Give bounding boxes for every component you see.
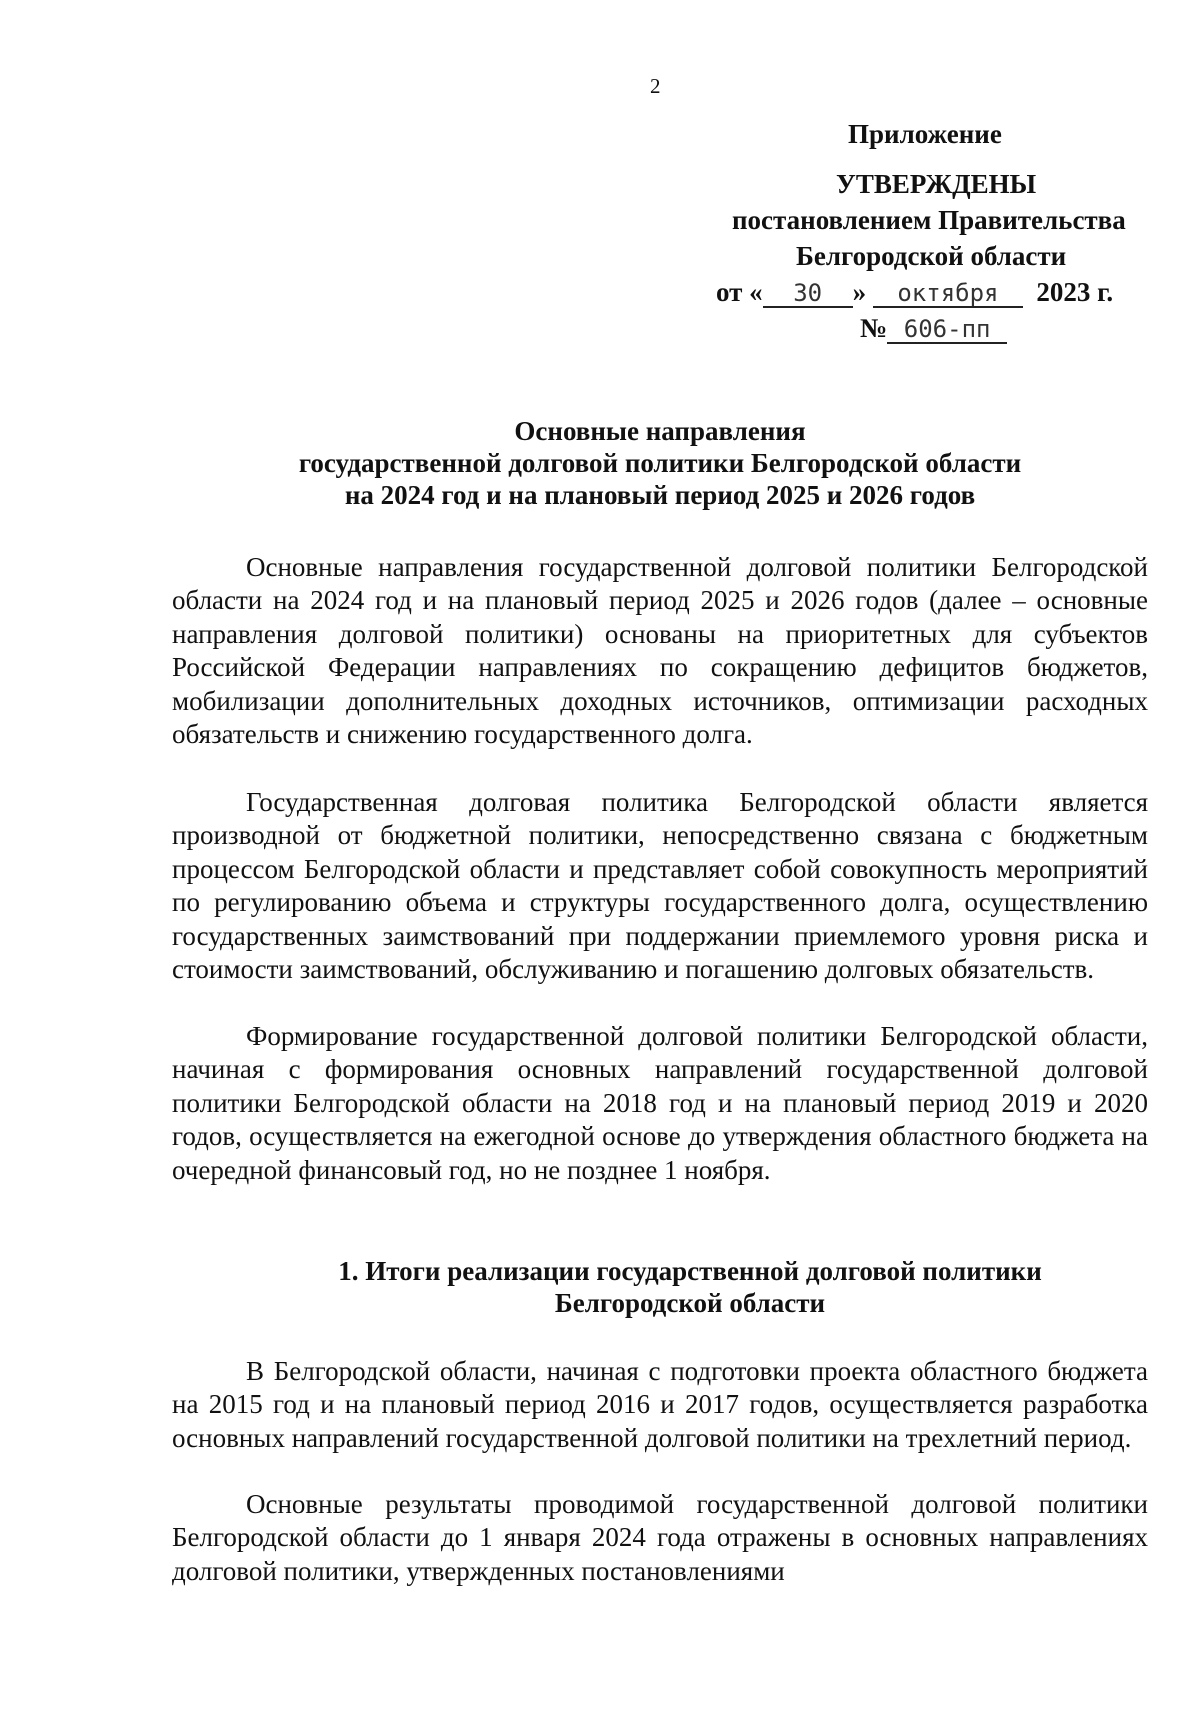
title-line-1: Основные направления bbox=[514, 416, 806, 446]
resolution-number: 606-пп bbox=[887, 316, 1007, 344]
resolution-label: постановлением Правительства bbox=[732, 205, 1126, 235]
paragraph-3: Формирование государственной долговой политики Белгородской области, начиная с формирования основных направлений государственной долговой политики Белгородской области на 2018 год и на плановый период 2019 и 2020 годов, осуществляется на ежегодной основе до утверждения областного бюджета на очередной финансовый год, но не позднее 1 ноября. bbox=[172, 1021, 1148, 1185]
page-number: 2 bbox=[650, 74, 661, 98]
section-1-heading-line-2: Белгородской области bbox=[554, 1288, 826, 1318]
title-line-2: государственной долговой политики Белгородской области bbox=[298, 448, 1022, 478]
date-day: 30 bbox=[763, 280, 853, 308]
number-line bbox=[860, 310, 1007, 346]
date-line bbox=[716, 274, 1113, 310]
date-year: 2023 г. bbox=[1036, 277, 1114, 307]
date-prefix: от « bbox=[716, 277, 763, 307]
region-label: Белгородской области bbox=[796, 241, 1067, 271]
document-title bbox=[170, 415, 1150, 511]
section-1-paragraph-1: В Белгородской области, начиная с подготовки проекта областного бюджета на 2015 год и на плановый период 2016 и 2017 годов, осуществляется разработка основных направлений государственной долговой политики на трехлетний период. bbox=[172, 1356, 1148, 1453]
paragraph-2: Государственная долговая политика Белгородской области является производной от бюджетной политики, непосредственно связана с бюджетным процессом Белгородской области и представляет собой совокупность мероприятий по регулированию объема и структуры государственного долга, осуществлению государственных заимствований при поддержании приемлемого уровня риска и стоимости заимствований, обслуживанию и погашению долговых обязательств. bbox=[172, 787, 1148, 985]
date-month: октября bbox=[873, 280, 1023, 308]
approved-label: УТВЕРЖДЕНЫ bbox=[836, 169, 1037, 199]
paragraph-1: Основные направления государственной долговой политики Белгородской области на 2024 год и на плановый период 2025 и 2026 годов (далее – основные направления долговой политики) основаны на приоритетных для субъектов Российской Федерации направлениях по сокращению дефицитов бюджетов, мобилизации дополнительных доходных источников, оптимизации расходных обязательств и снижению государственного долга. bbox=[172, 552, 1148, 750]
section-1-paragraph-2: Основные результаты проводимой государственной долговой политики Белгородской области до 1 января 2024 года отражены в основных направлениях долговой политики, утвержденных постановлениями bbox=[172, 1489, 1148, 1586]
section-1-heading bbox=[240, 1255, 1140, 1319]
section-1-heading-line-1: 1. Итоги реализации государственной долговой политики bbox=[338, 1256, 1042, 1286]
number-prefix: № bbox=[860, 313, 888, 343]
date-mid: » bbox=[852, 277, 867, 307]
appendix-label: Приложение bbox=[848, 119, 1002, 149]
title-line-3: на 2024 год и на плановый период 2025 и 2026 годов bbox=[344, 480, 976, 510]
